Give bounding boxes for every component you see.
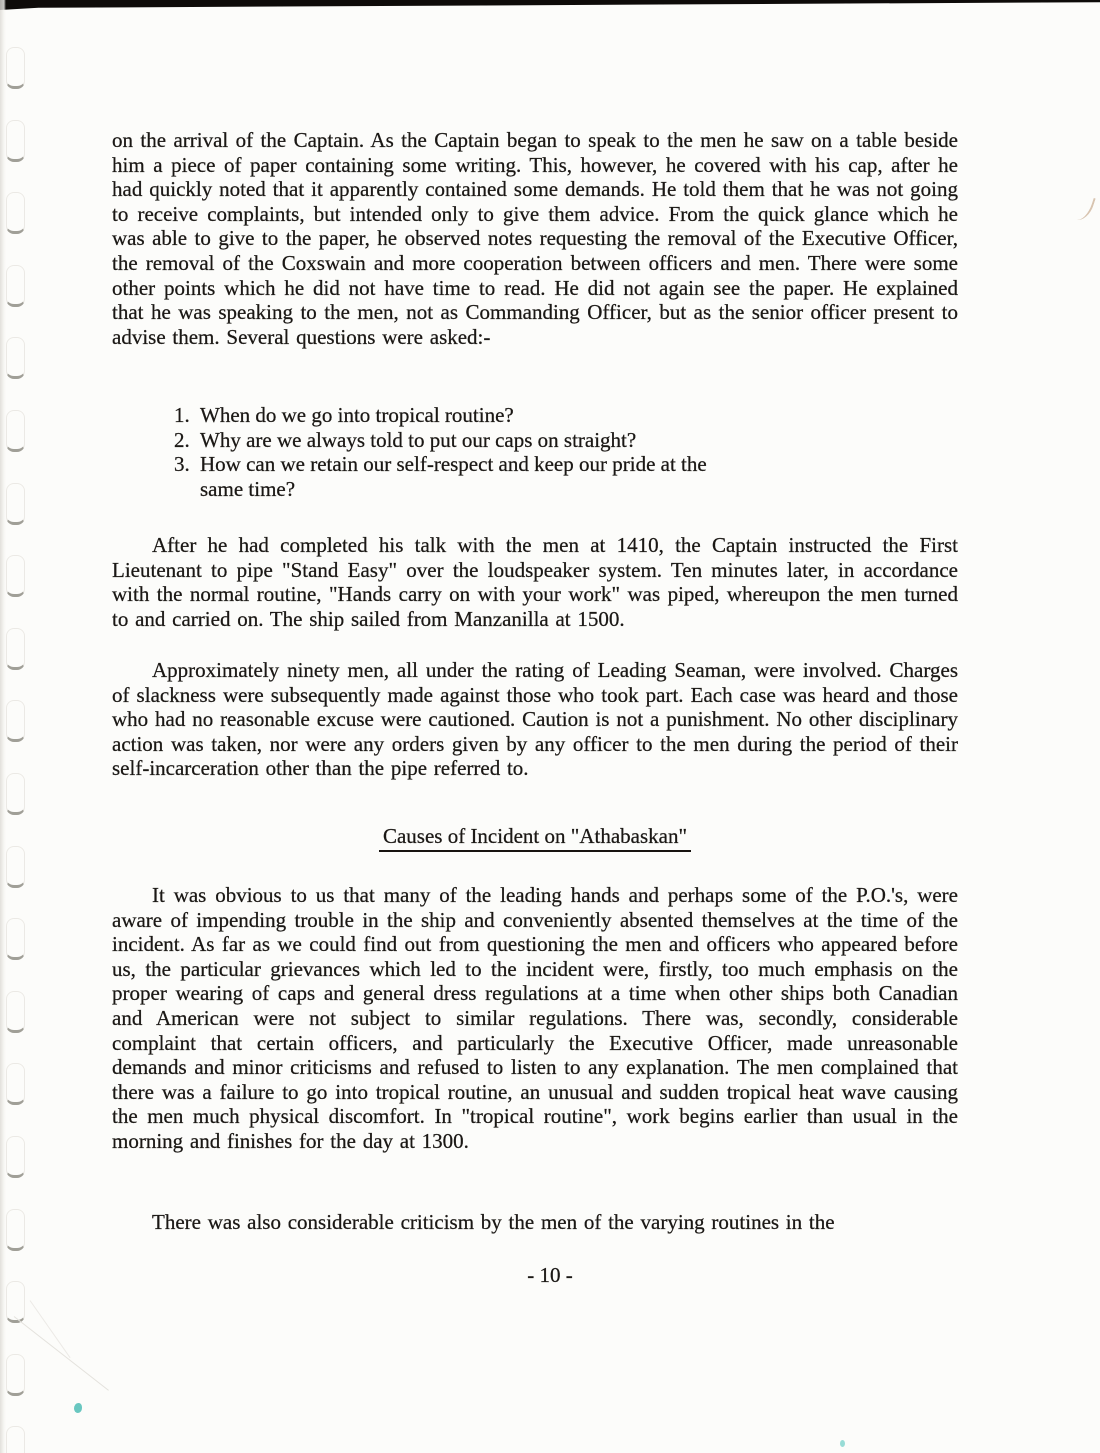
binding-mark bbox=[6, 1426, 25, 1453]
paragraph-stand-easy: After he had completed his talk with the men at 1410, the Captain instructed the First Lieutenant to pipe "Stand Easy" over the loudspeaker system. Ten minutes later, in accordance with the normal routine, "Hands carry on with your work" was piped, whereupon the men turned to and carried on. The ship sailed from Manzanilla at 1500. bbox=[112, 533, 958, 631]
binding-mark bbox=[6, 483, 25, 525]
paper-crease-line bbox=[30, 1300, 71, 1358]
questions-list bbox=[174, 403, 774, 501]
paragraph-causes: It was obvious to us that many of the leading hands and perhaps some of the P.O.'s, were aware of impending trouble in the ship and conveniently absented themselves at the time of the incident. As far as we could find out from questioning the men and officers who appeared before us, the particular grievances which led to the incident were, firstly, too much emphasis on the proper wearing of caps and general dress regulations at a time when other ships both Canadian and American were not subject to similar regulations. There was, secondly, considerable complaint that certain officers, and particularly the Executive Officer, made unreasonable demands and minor criticisms and refused to listen to any explanation. The men complained that there was a failure to go into tropical routine, an unusual and sudden tropical heat wave causing the men much physical discomfort. In "tropical routine", work begins earlier than usual in the morning and finishes for the day at 1300. bbox=[112, 883, 958, 1153]
paragraph-criticism: There was also considerable criticism by the men of the varying routines in the bbox=[152, 1210, 835, 1234]
binding-mark bbox=[6, 773, 25, 815]
binding-mark bbox=[6, 1209, 25, 1251]
list-item-number: 3. bbox=[174, 452, 190, 477]
scan-top-edge-artifact bbox=[0, 0, 1100, 10]
binding-mark bbox=[6, 700, 25, 742]
binding-mark bbox=[6, 555, 25, 597]
list-item bbox=[174, 428, 774, 453]
binding-mark bbox=[6, 410, 25, 452]
section-heading bbox=[112, 824, 958, 849]
list-item-number: 2. bbox=[174, 427, 190, 452]
pencil-mark bbox=[1076, 195, 1095, 223]
binding-mark bbox=[6, 1354, 25, 1396]
binding-mark bbox=[6, 628, 25, 670]
binding-mark bbox=[6, 846, 25, 888]
list-item-number: 1. bbox=[174, 403, 190, 427]
paragraph-ninety-men: Approximately ninety men, all under the rating of Leading Seaman, were involved. Charges of slackness were subsequently made against those who took part. Each case was heard and those who had no reasonable excuse were cautioned. Caution is not a punishment. No other disciplinary action was taken, nor were any orders given by any officer to the men during the period of their self-incarceration other than the pipe referred to. bbox=[112, 658, 958, 781]
list-item-text: Why are we always told to put our caps on straight? bbox=[200, 427, 637, 452]
page-number: - 10 - bbox=[527, 1263, 573, 1287]
binding-mark bbox=[6, 918, 25, 960]
binding-mark bbox=[6, 1063, 25, 1105]
binding-mark bbox=[6, 1136, 25, 1178]
section-heading-text: Causes of Incident on "Athabaskan" bbox=[379, 824, 691, 852]
ink-speck bbox=[840, 1440, 845, 1447]
paper-crease-line bbox=[14, 1316, 109, 1391]
list-item-text: When do we go into tropical routine? bbox=[200, 403, 514, 427]
list-item-text: How can we retain our self-respect and keep our pride at the same time? bbox=[200, 452, 707, 501]
ink-speck bbox=[74, 1403, 82, 1413]
binding-mark bbox=[6, 991, 25, 1033]
paragraph-captain-speech: on the arrival of the Captain. As the Captain began to speak to the men he saw on a table beside him a piece of paper containing some writing. This, however, he covered with his cap, after he had quickly noted that it apparently contained some demands. He told them that he was not going to receive complaints, but intended only to give them advice. From the quick glance which he was able to give to the paper, he observed notes requesting the removal of the Executive Officer, the removal of the Coxswain and more cooperation between officers and men. There were some other points which he did not have time to read. He did not again see the paper. He explained that he was speaking to the men, not as Commanding Officer, but as the senior officer present to advise them. Several questions were asked:- bbox=[112, 128, 958, 349]
binding-mark bbox=[6, 265, 25, 307]
binding-mark bbox=[6, 337, 25, 379]
binding-mark bbox=[6, 120, 25, 162]
list-item bbox=[174, 403, 774, 428]
binding-mark bbox=[6, 47, 25, 89]
binding-mark bbox=[6, 192, 25, 234]
list-item bbox=[174, 452, 774, 501]
